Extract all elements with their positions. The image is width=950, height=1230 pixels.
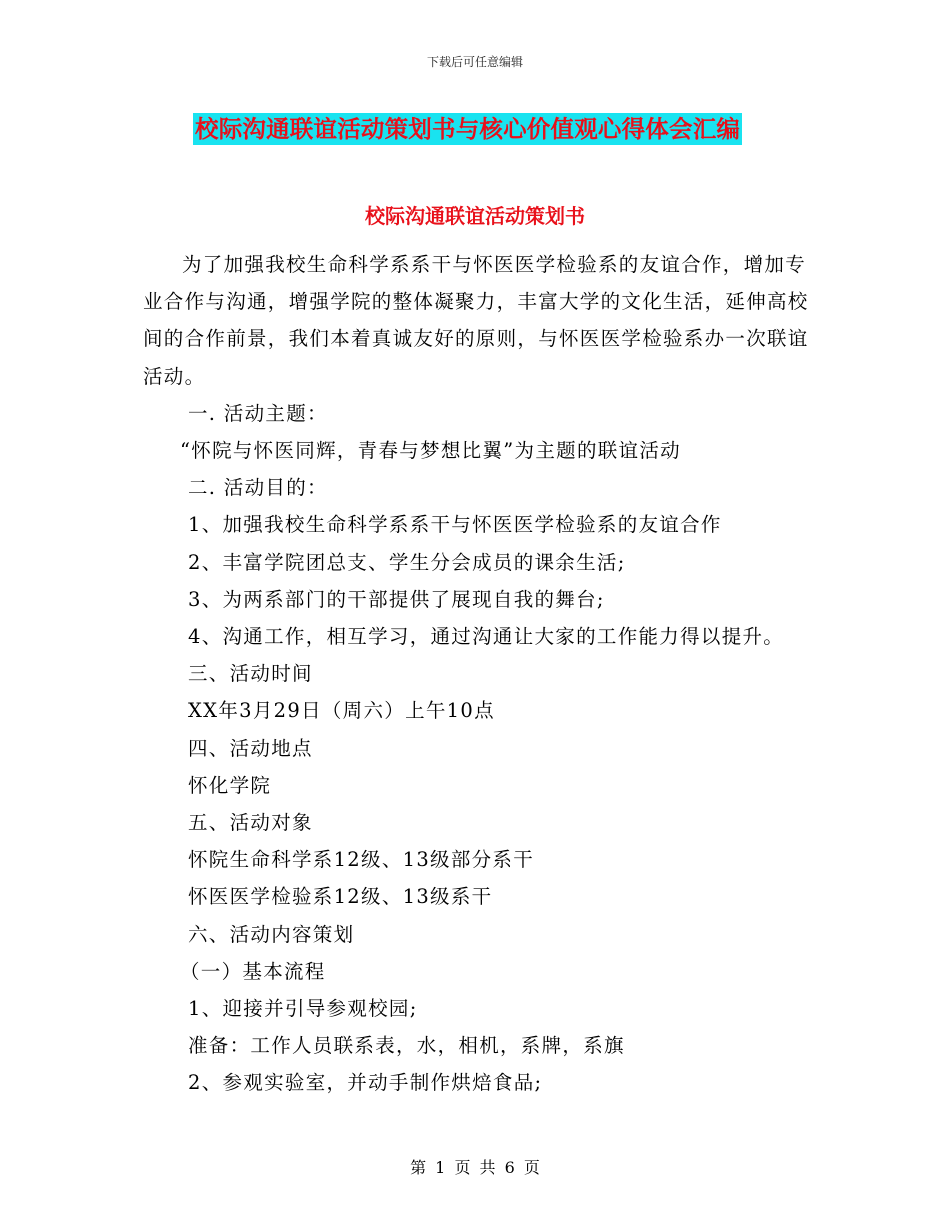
document-body <box>143 246 813 1102</box>
section-title: 校际沟通联谊活动策划书 <box>365 204 585 228</box>
purpose-item-1: 1、加强我校生命科学系系干与怀医医学检验系的友谊合作 <box>188 513 722 537</box>
audience-item-2: 怀医医学检验系12级、13级系干 <box>188 885 493 909</box>
process-step-2: 2、参观实验室，并动手制作烘焙食品; <box>188 1071 543 1095</box>
heading-location: 四、活动地点 <box>188 736 313 760</box>
header-note: 下载后可任意编辑 <box>426 55 523 69</box>
purpose-item-3: 3、为两系部门的干部提供了展现自我的舞台; <box>188 587 605 611</box>
purpose-item-2: 2、丰富学院团总支、学生分会成员的课余生活; <box>188 550 626 574</box>
process-step-1: 1、迎接并引导参观校园; <box>188 997 418 1021</box>
preparation-text: 准备：工作人员联系表，水，相机，系牌，系旗 <box>188 1034 625 1058</box>
subheading-process: （一）基本流程 <box>180 959 326 983</box>
audience-item-1: 怀院生命科学系12级、13级部分系干 <box>188 848 535 872</box>
page-number: 第 1 页 共 6 页 <box>410 1158 540 1177</box>
document-title: 校际沟通联谊活动策划书与核心价值观心得体会汇编 <box>195 115 741 143</box>
heading-purpose: 二. 活动目的： <box>188 476 328 500</box>
theme-text: “怀院与怀医同辉，青春与梦想比翼”为主题的联谊活动 <box>180 439 681 463</box>
heading-audience: 五、活动对象 <box>188 811 313 835</box>
intro-paragraph: 为了加强我校生命科学系系干与怀医医学检验系的友谊合作，增加专业合作与沟通，增强学院的整体凝聚力，丰富大学的文化生活，延伸高校间的合作前景，我们本着真诚友好的原则，与怀医医学检验系办一次联谊活动。 <box>143 253 809 388</box>
time-text: XX年3月29日（周六）上午10点 <box>188 699 495 723</box>
heading-time: 三、活动时间 <box>188 662 313 686</box>
location-text: 怀化学院 <box>188 773 272 797</box>
purpose-item-4: 4、沟通工作，相互学习，通过沟通让大家的工作能力得以提升。 <box>188 625 785 649</box>
heading-theme: 一. 活动主题： <box>188 401 328 425</box>
heading-content: 六、活动内容策划 <box>188 922 355 946</box>
